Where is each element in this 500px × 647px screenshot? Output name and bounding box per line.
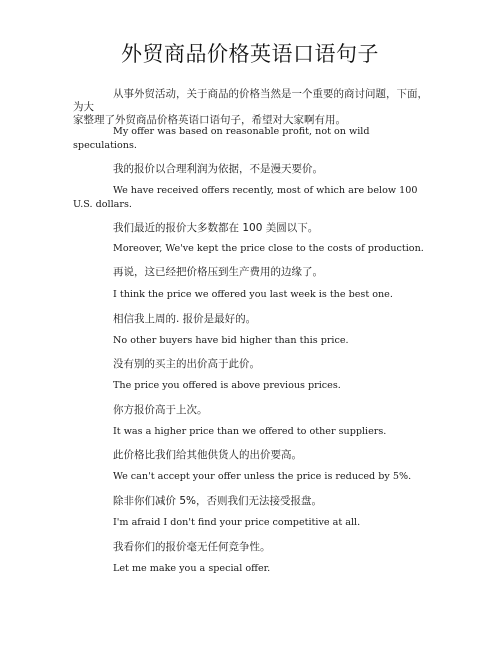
chinese-translation: 再说，这已经把价格压到生产费用的边缘了。 xyxy=(113,266,323,278)
intro-paragraph xyxy=(73,88,433,127)
chinese-translation: 除非你们减价 5%，否则我们无法接受报盘。 xyxy=(113,495,322,507)
chinese-translation: 我们最近的报价大多数都在 100 美圆以下。 xyxy=(113,222,319,234)
intro-line-2: 家整理了外贸商品价格英语口语句子，希望对大家啊有用。 xyxy=(73,114,346,126)
english-sentence: It was a higher price than we offered to other suppliers. xyxy=(113,426,387,437)
english-sentence: I'm afraid I don't find your price competitive at all. xyxy=(113,517,361,528)
document-title: 外贸商品价格英语口语句子 xyxy=(121,42,379,66)
english-sentence: No other buyers have bid higher than this price. xyxy=(113,335,349,346)
chinese-translation: 我看你们的报价毫无任何竞争性。 xyxy=(113,541,271,553)
english-sentence: Moreover, We've kept the price close to the costs of production. xyxy=(113,243,424,254)
english-sentence: My offer was based on reasonable profit, not on wild xyxy=(113,126,370,137)
english-sentence: We can't accept your offer unless the price is reduced by 5%. xyxy=(113,471,412,482)
chinese-translation: 相信我上周的. 报价是最好的。 xyxy=(113,313,257,325)
intro-line-1: 从事外贸活动，关于商品的价格当然是一个重要的商讨问题，下面，为大 xyxy=(73,88,428,113)
english-sentence: I think the price we offered you last week is the best one. xyxy=(113,289,393,300)
chinese-translation: 此价格比我们给其他供货人的出价要高。 xyxy=(113,449,302,461)
english-sentence: Let me make you a special offer. xyxy=(113,563,271,574)
chinese-translation: 你方报价高于上次。 xyxy=(113,404,208,416)
english-sentence-continuation: U.S. dollars. xyxy=(73,199,132,210)
english-sentence: The price you offered is above previous prices. xyxy=(113,380,341,391)
english-sentence: We have received offers recently, most of which are below 100 xyxy=(113,185,418,196)
chinese-translation: 没有别的买主的出价高于此价。 xyxy=(113,358,260,370)
english-sentence-continuation: speculations. xyxy=(73,140,137,151)
chinese-translation: 我的报价以合理利润为依据，不是漫天要价。 xyxy=(113,163,323,175)
